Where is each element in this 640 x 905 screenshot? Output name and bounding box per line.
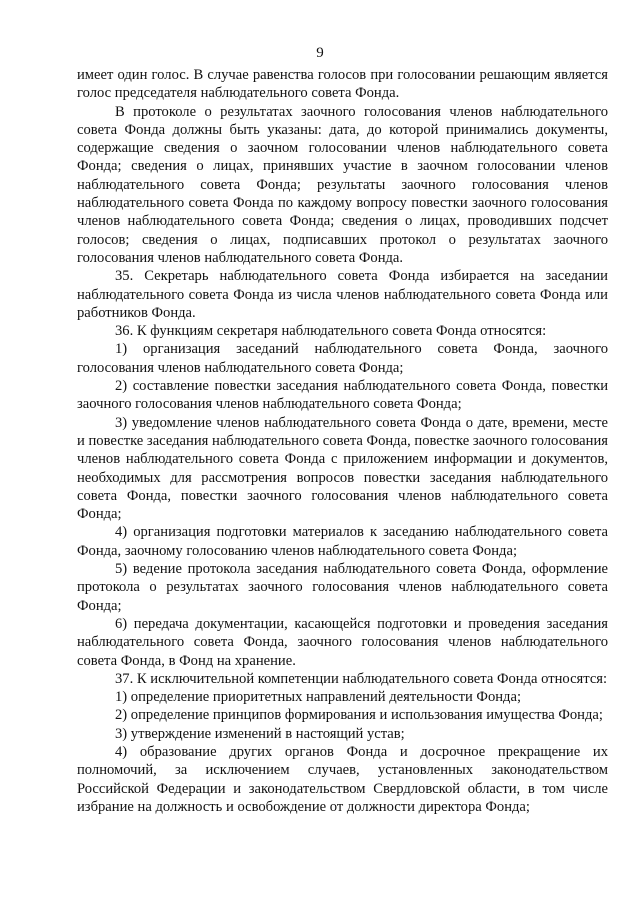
list-item-37-2: 2) определение принципов формирования и использования имущества Фонда; (115, 707, 603, 724)
list-item-37-4: 4) образование других органов Фонда и досрочное прекращение их полномочий, за исключением случаев, установленных законодательством Российской Федерации и законодательством Свердловской области, в том числе избрание на должность и освобождение от должности директора Фонда; (77, 743, 608, 815)
list-item-36-3: 3) уведомление членов наблюдательного совета Фонда о дате, времени, месте и повестке заседания наблюдательного совета Фонда, повестке заочного голосования членов наблюдательного совета Фонда с приложением информации и документов, необходимых для рассмотрения вопросов повестки заседания наблюдательного совета Фонда, повестки заочного голосования членов наблюдательного совета Фонда; (77, 414, 608, 523)
paragraph-37-exclusive-competence: 37. К исключительной компетенции наблюдательного совета Фонда относятся: (115, 670, 608, 687)
paragraph-36-secretary-functions: 36. К функциям секретаря наблюдательного совета Фонда относятся: (115, 323, 547, 340)
list-item-36-1: 1) организация заседаний наблюдательного совета Фонда, заочного голосования членов наблюдательного совета Фонда; (77, 341, 608, 376)
list-item-37-3: 3) утверждение изменений в настоящий устав; (115, 725, 405, 742)
page-body (77, 66, 608, 816)
paragraph-vote-continuation: имеет один голос. В случае равенства голосов при голосовании решающим является голос председателя наблюдательного совета Фонда. (77, 67, 608, 102)
list-item-37-1: 1) определение приоритетных направлений деятельности Фонда; (115, 689, 522, 706)
list-item-36-6: 6) передача документации, касающейся подготовки и проведения заседания наблюдательного совета Фонда, заочного голосования членов наблюдательного совета Фонда, в Фонд на хранение. (77, 615, 608, 669)
paragraph-absentee-protocol: В протоколе о результатах заочного голосования членов наблюдательного совета Фонда должны быть указаны: дата, до которой принимались документы, содержащие сведения о заочном голосовании членов наблюдательного совета Фонда; сведения о лицах, принявших участие в заочном голосовании членов наблюдательного совета Фонда; результаты заочного голосования членов наблюдательного совета Фонда по каждому вопросу повестки заочного голосования членов наблюдательного совета Фонда; сведения о лицах, проводивших подсчет голосов; сведения о лицах, подписавших протокол о результатах заочного голосования членов наблюдательного совета Фонда. (77, 103, 608, 266)
paragraph-35-secretary: 35. Секретарь наблюдательного совета Фонда избирается на заседании наблюдательного совета Фонда из числа членов наблюдательного совета Фонда или работников Фонда. (77, 268, 608, 321)
page-number: 9 (316, 45, 324, 61)
list-item-36-2: 2) составление повестки заседания наблюдательного совета Фонда, повестки заочного голосования членов наблюдательного совета Фонда; (77, 378, 608, 413)
list-item-36-5: 5) ведение протокола заседания наблюдательного совета Фонда, оформление протокола о результатах заочного голосования членов наблюдательного совета Фонда; (77, 561, 608, 614)
list-item-36-4: 4) организация подготовки материалов к заседанию наблюдательного совета Фонда, заочному голосованию членов наблюдательного совета Фонда; (77, 524, 608, 559)
